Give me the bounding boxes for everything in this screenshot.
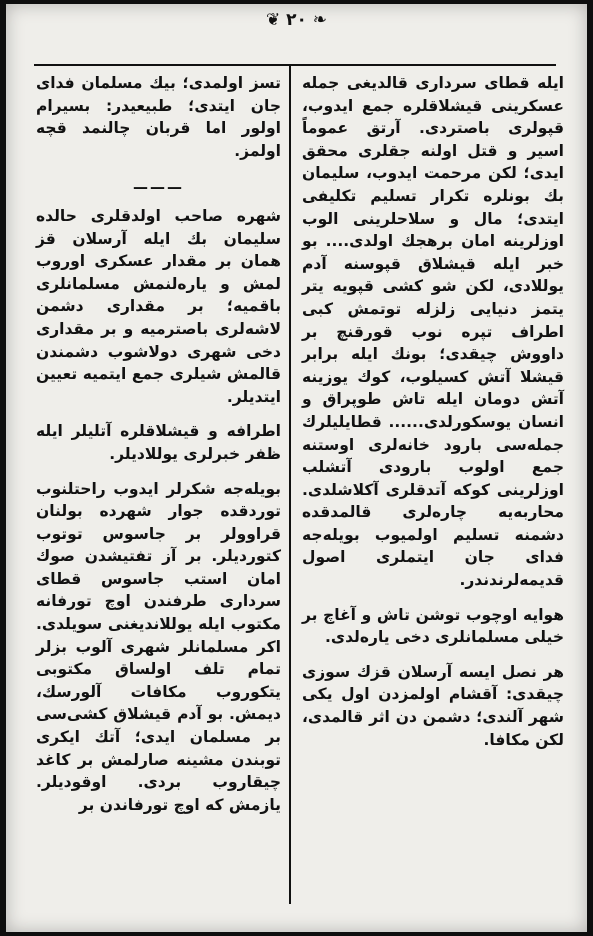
right-column <box>302 72 564 751</box>
section-divider: ——— <box>133 178 184 197</box>
page-header <box>6 10 587 30</box>
column-divider <box>289 64 291 904</box>
newspaper-page <box>6 4 587 932</box>
right-paragraph-1: ایله قطای سرداری قالدیغی جمله عسکرینی قیشلاقلره جمع ایدوب، قپولری باصتردی. آرتق عموماً اسیر و قتل اولنه جقلری محقق ایدی؛ لکن مرحمت ایدوب، سلیمان بك بونلره تکرار تسلیم تکلیفی ایتدی؛ مال و سلاحلرینی الوب اوزلرینه امان برهجك اولدی.... بو خبر ایله قیشلاق قپوسنه آدم یوللادی، لکن شو کشی قپویه یتر یتمز دنیایی زلزله توتمش کبی اطراف تپره نوب قورقنچ بر داووش چیقدی؛ بونك ایله برابر قیشلا آتش کسیلوب، کوك یوزینه آتش دومان ایله تاش طوپراق و انسان یوسکورلدی...... قطایلیلرك جمله‌سی بارود خانه‌لری اوستنه جمع اولوب بارودی آتشلب اوزلرینی کوکه آتدقلری آکلاشلدی. محاربه‌یه چاره‌لری قالمدقده دشمنه تسلیم اولمیوب بویله‌جه فدای جان ایتملری اصول قدیمه‌لرندندر. <box>302 74 564 590</box>
ornament-left-icon: ❦ <box>265 10 281 30</box>
right-paragraph-3: هر نصل ایسه آرسلان قزك سوزی چیقدی: آقشام اولمزدن اول یکی شهر آلندی؛ دشمن دن اثر قالمدی، لکن مکافا. <box>302 662 564 749</box>
right-paragraph-2: هوایه اوچوب توشن تاش و آغاچ بر خیلی مسلمانلری دخی یاره‌لدی. <box>302 605 564 647</box>
left-paragraph-3: اطرافه و قیشلاقلره آتلیلر ایله ظفر خبرلری یوللادیلر. <box>36 422 281 463</box>
ornament-right-icon: ❧ <box>312 10 328 30</box>
left-column <box>36 72 281 816</box>
header-rule <box>34 64 556 66</box>
page-number: ۲۰ <box>286 10 307 30</box>
left-paragraph-4: بویله‌جه شکرلر ایدوب راحتلنوب توردقده جوار شهرده بولنان قراوولر بر جاسوس توتوب کتوردیلر. بر آز تفتیشدن صوك امان استب جاسوس قطای سرداری طرفندن اوچ تورفانه مکتوب ایله یوللاندیغنی سویلدی. اکر مسلمانلر شهری آلوب بزلر تمام تلف اولساق مکتوبی یتکوروب مکافات آلورسك، دیمش. بو آدم قیشلاق کشی‌سی بر مسلمان ایدی؛ آتك ایکری توبندن مشینه صارلمش بر کاغد چیقاروب بردی. اوقودیلر. یازمش که اوچ تورفاندن بر <box>36 479 281 814</box>
left-paragraph-2: شهره صاحب اولدقلری حالده سلیمان بك ایله آرسلان قز همان بر مقدار عسکری اوروب لمش و یاره‌لنمش مسلمانلری باقمیه؛ بر مقداری دشمن لاشه‌لری باصترمیه و بر مقداری دخی شهری دولاشوب دشمندن قالمش شیلری جمع ایتمیه تعیین ایتدیلر. <box>36 206 281 406</box>
left-paragraph-1: تسز اولمدی؛ بیك مسلمان فدای جان ایتدی؛ طبیعیدر: بسیرام اولور اما قربان چالنمد قچه اولمز. <box>36 74 281 160</box>
